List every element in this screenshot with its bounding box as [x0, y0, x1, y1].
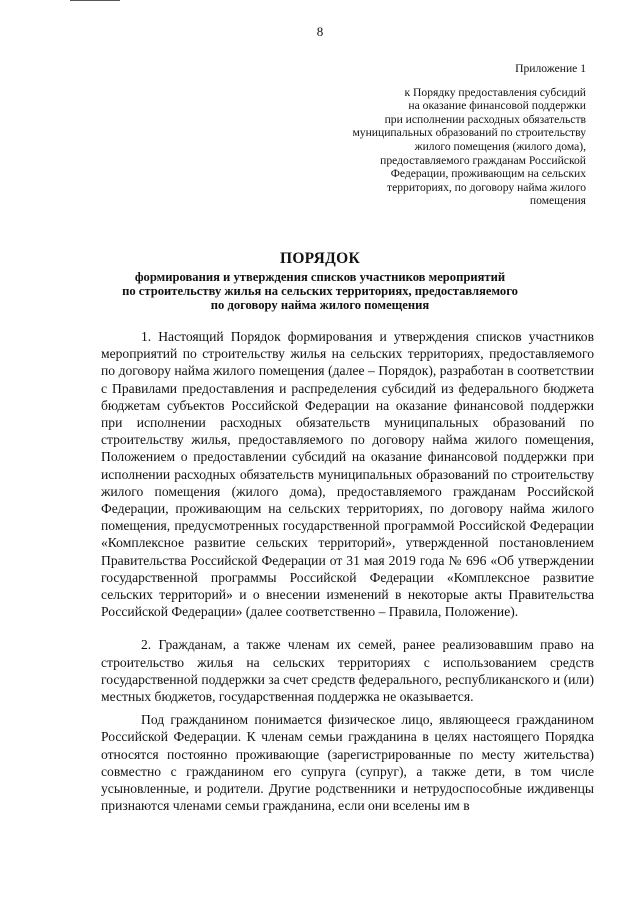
appendix-title: Приложение 1: [515, 62, 586, 75]
subtitle-line: по строительству жилья на сельских территориях, предоставляемого: [122, 284, 518, 298]
page-number: 8: [316, 24, 324, 39]
document-title: ПОРЯДОК: [279, 250, 361, 267]
appendix-line: на оказание финансовой поддержки: [408, 99, 586, 113]
paragraph-1: 1. Настоящий Порядок формирования и утверждения списков участников мероприятий по строительству жилья на сельских территориях, предоставляемого по договору найма жилого помещения (далее – Порядок), разработан в соответствии с Правилами предоставления и распределения субсидий из федерального бюджета бюджетам субъектов Российской Федерации на оказание финансовой поддержки при исполнении расходных обязательств муниципальных образований по строительству жилья, предоставляемого по договору найма жилого помещения, Положением о предоставлении субсидий на оказание финансовой поддержки при исполнении расходных обязательств муниципальных образований по строительству жилого помещения (жилого дома), предоставляемого гражданам Российской Федерации, проживающим на сельских территориях, по договору найма жилого помещения, предусмотренных государственной программой Российской Федерации «Комплексное развитие сельских территорий», утвержденной постановлением Правительства Российской Федерации от 31 мая 2019 года № 696 «Об утверждении государственной программы Российской Федерации «Комплексное развитие сельских территорий» и о внесении изменений в некоторые акты Правительства Российской Федерации» (далее соответственно – Правила, Положение).: [101, 329, 594, 620]
paragraph-2: 2. Гражданам, а также членам их семей, ранее реализовавшим право на строительство жилья на сельских территориях с использованием средств государственной поддержки за счет средств федерального, республиканского и (или) местных бюджетов, государственная поддержка не оказывается.: [101, 637, 594, 705]
scan-mark: [70, 0, 120, 1]
appendix-line: Федерации, проживающим на сельских: [390, 167, 586, 181]
appendix-line: к Порядку предоставления субсидий: [404, 85, 586, 99]
paragraph-3: Под гражданином понимается физическое лицо, являющееся гражданином Российской Федерации. К членам семьи гражданина в целях настоящего Порядка относятся постоянно проживающие (зарегистрированные по месту жительства) совместно с гражданином его супруга (супруг), а также дети, в том числе усыновленные, и родители. Другие родственники и нетрудоспособные иждивенцы признаются членами семьи гражданина, если они вселены им в: [101, 712, 594, 814]
appendix-line: территориях, по договору найма жилого: [387, 180, 586, 194]
document-subtitle: [60, 270, 580, 312]
appendix-line: помещения: [529, 194, 586, 208]
appendix-line: жилого помещения (жилого дома),: [414, 139, 586, 153]
subtitle-line: формирования и утверждения списков участников мероприятий: [134, 270, 506, 284]
document-body: [101, 328, 594, 814]
subtitle-line: по договору найма жилого помещения: [210, 298, 430, 312]
appendix-line: предоставляемого гражданам Российской: [380, 153, 586, 167]
appendix-line: муниципальных образований по строительству: [352, 126, 586, 140]
appendix-block: [306, 62, 586, 208]
appendix-line: при исполнении расходных обязательств: [384, 112, 586, 126]
